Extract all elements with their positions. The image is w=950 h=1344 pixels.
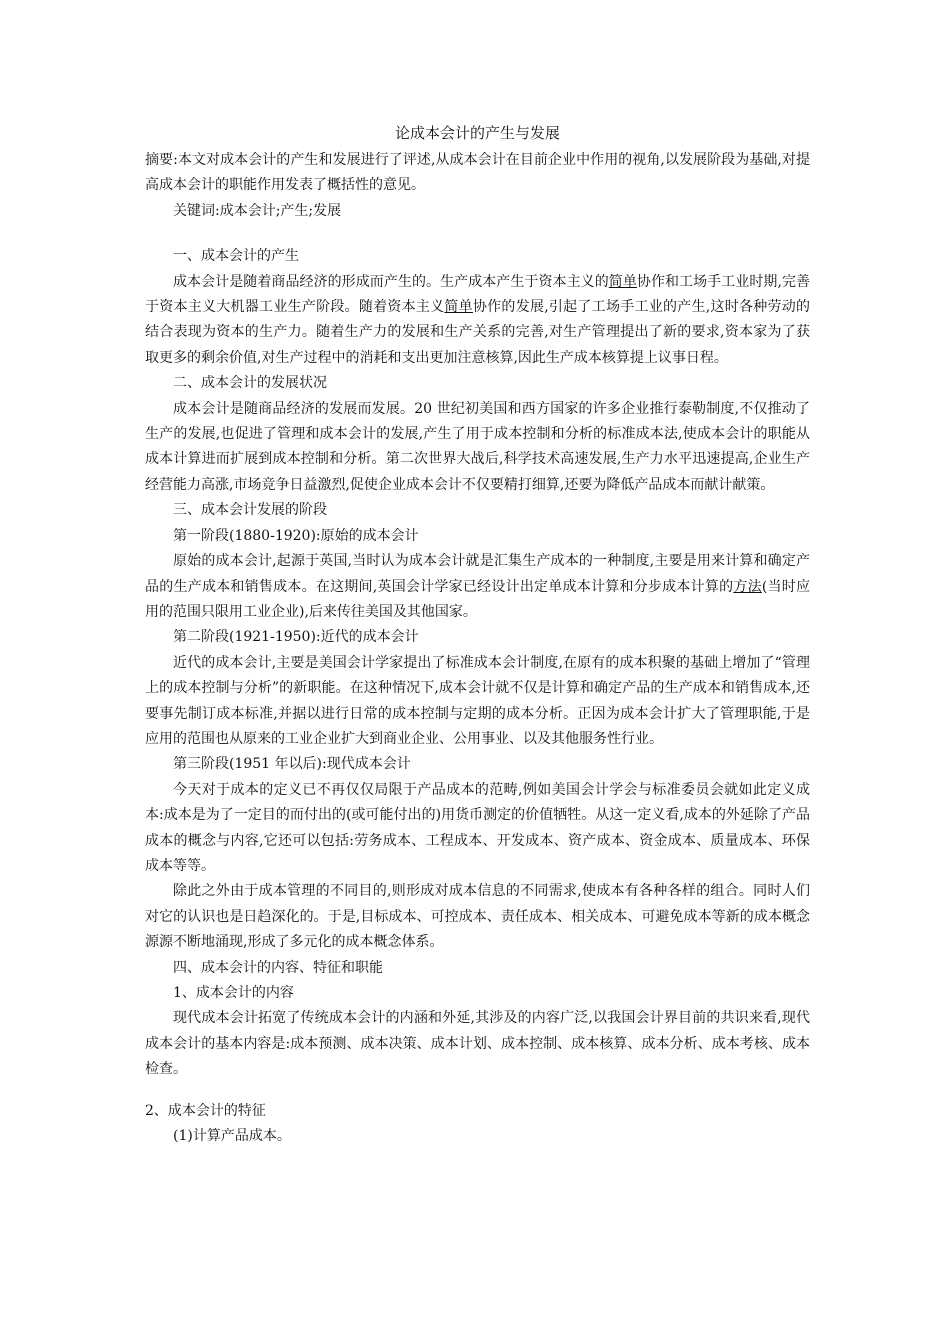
document-body — [145, 122, 810, 1149]
spacer — [145, 1083, 810, 1099]
page-title: 论成本会计的产生与发展 — [394, 124, 560, 142]
text-run: (当时应用的范围只限用工业企业),后来传往美国及其他国家。 — [145, 578, 811, 620]
subsection-1-paragraph: 现代成本会计拓宽了传统成本会计的内涵和外延,其涉及的内容广泛,以我国会计界目前的共识来看,现代成本会计的基本内容是:成本预测、成本决策、成本计划、成本控制、成本核算、成本分析、成本考核、成本检查。 — [145, 1010, 810, 1078]
underlined-term: 方法 — [733, 578, 762, 595]
section-1-paragraph — [145, 270, 810, 372]
section-2-paragraph: 成本会计是随商品经济的发展而发展。20 世纪初美国和西方国家的许多企业推行泰勒制度,不仅推动了生产的发展,也促进了管理和成本会计的发展,产生了用于成本控制和分析的标准成本法,使成本会计的职能从成本计算进而扩展到成本控制和分析。第二次世界大战后,科学技术高速发展,生产力水平迅速提高,企业生产经营能力高涨,市场竞争日益激烈,促使企业成本会计不仅要精打细算,还要为降低产品成本而献计献策。 — [145, 400, 810, 493]
keywords: 关键词:成本会计;产生;发展 — [173, 202, 342, 219]
subsection-2-item-1: (1)计算产品成本。 — [173, 1128, 291, 1145]
text-run: 原始的成本会计,起源于英国,当时认为成本会计就是汇集生产成本的一种制度,主要是用来计算和确定产品的生产成本和销售成本。在这期间,英国会计学家已经设计出定单成本计算和分步成本计算的 — [145, 553, 810, 595]
text-run: 协作和工场手工业时期,完善于资本主义大机器工业生产阶段。随着资本主义 — [145, 273, 811, 316]
section-1-heading: 一、成本会计的产生 — [173, 248, 299, 265]
section-2-heading: 二、成本会计的发展状况 — [173, 375, 327, 392]
abstract: 摘要:本文对成本会计的产生和发展进行了评述,从成本会计在目前企业中作用的视角,以发展阶段为基础,对提高成本会计的职能作用发表了概括性的意见。 — [145, 152, 810, 194]
section-3-heading: 三、成本会计发展的阶段 — [173, 502, 327, 519]
stage-2-paragraph: 近代的成本会计,主要是美国会计学家提出了标准成本会计制度,在原有的成本积聚的基础上增加了“管理上的成本控制与分析”的新职能。在这种情况下,成本会计就不仅是计算和确定产品的生产成本和销售成本,还要事先制订成本标准,并据以进行日常的成本控制与定期的成本分析。正因为成本会计扩大了管理职能,于是应用的范围也从原来的工业企业扩大到商业企业、公用事业、以及其他服务性行业。 — [145, 654, 810, 747]
text-run: 成本会计是随着商品经济的形成而产生的。生产成本产生于资本主义的 — [173, 273, 609, 290]
text-run: 协作的发展,引起了工场手工业的产生,这时各种劳动的结合表现为资本的生产力。随着生产力的发展和生产关系的完善,对生产管理提出了新的要求,资本家为了获取更多的剩余价值,对生产过程中的消耗和支出更加注意核算,因此生产成本核算提上议事日程。 — [145, 299, 810, 366]
subsection-1-heading: 1、成本会计的内容 — [173, 985, 294, 1001]
subsection-2-heading: 2、成本会计的特征 — [145, 1102, 266, 1119]
stage-3-paragraph-1: 今天对于成本的定义已不再仅仅局限于产品成本的范畴,例如美国会计学会与标准委员会就如此定义成本:成本是为了一定目的而付出的(或可能付出的)用货币测定的价值牺牲。从这一定义看,成本的外延除了产品成本的概念与内容,它还可以包括:劳务成本、工程成本、开发成本、资产成本、资金成本、质量成本、环保成本等等。 — [145, 781, 810, 874]
stage-1-paragraph — [145, 549, 810, 625]
stage-1-heading: 第一阶段(1880-1920):原始的成本会计 — [173, 527, 419, 544]
stage-2-heading: 第二阶段(1921-1950):近代的成本会计 — [173, 629, 419, 646]
underlined-term: 简单 — [444, 299, 473, 316]
stage-3-heading: 第三阶段(1951 年以后):现代成本会计 — [173, 756, 411, 773]
spacer — [145, 224, 810, 244]
stage-3-paragraph-2: 除此之外由于成本管理的不同目的,则形成对成本信息的不同需求,使成本有各种各样的组合。同时人们对它的认识也是日趋深化的。于是,目标成本、可控成本、责任成本、相关成本、可避免成本等新的成本概念源源不断地涌现,形成了多元化的成本概念体系。 — [145, 883, 810, 951]
section-4-heading: 四、成本会计的内容、特征和职能 — [173, 959, 383, 976]
underlined-term: 简单 — [608, 273, 637, 290]
